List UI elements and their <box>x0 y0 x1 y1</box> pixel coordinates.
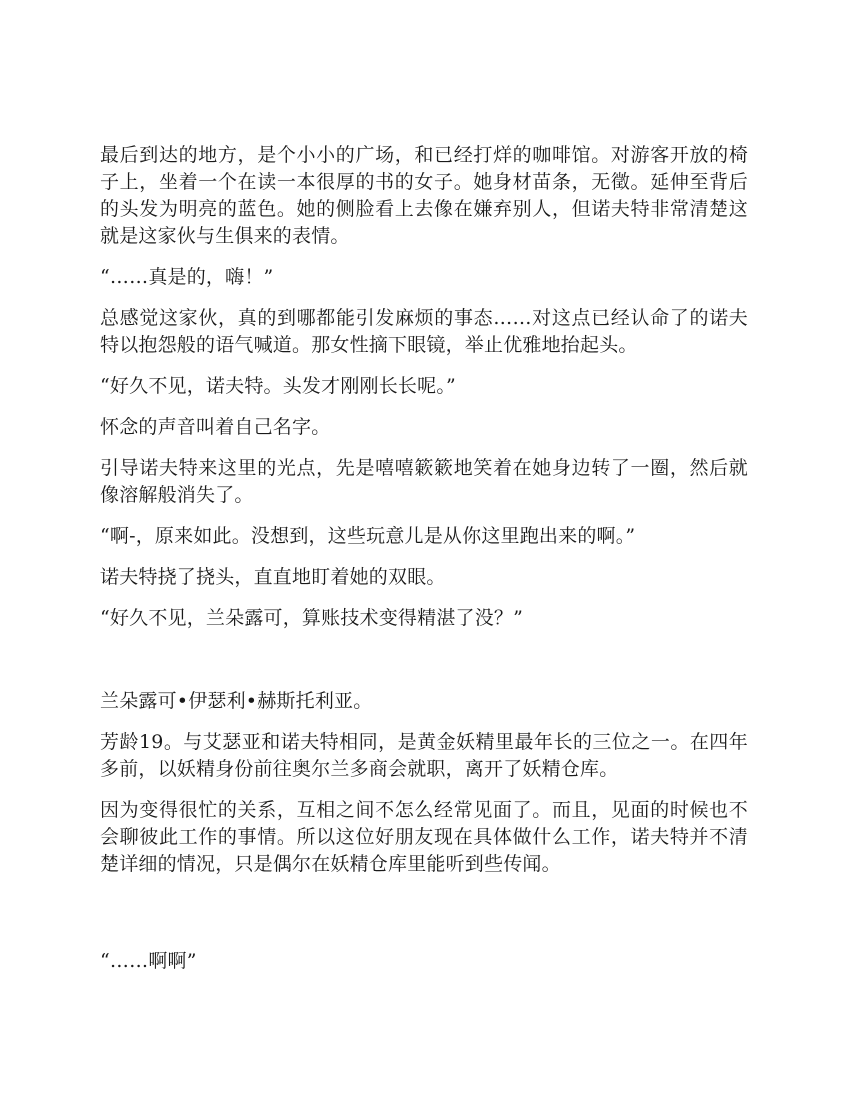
paragraph: “……啊啊” <box>100 950 197 972</box>
paragraph: 总感觉这家伙，真的到哪都能引发麻烦的事态……对这点已经认命了的诺夫特以抱怨般的语气喊道。那女性摘下眼镜，举止优雅地抬起头。 <box>100 307 748 356</box>
paragraph: “……真是的，嗨！” <box>100 266 274 288</box>
document-body <box>100 142 748 989</box>
section-gap <box>100 646 748 688</box>
paragraph: “好久不见，兰朵露可，算账技术变得精湛了没？” <box>100 607 524 629</box>
paragraph: 因为变得很忙的关系，互相之间不怎么经常见面了。而且，见面的时候也不会聊彼此工作的事情。所以这位好朋友现在具体做什么工作，诺夫特并不清楚详细的情况，只是偶尔在妖精仓库里能听到些传闻。 <box>100 799 748 875</box>
section-gap <box>100 892 748 948</box>
paragraph: “啊-，原来如此。没想到，这些玩意儿是从你这里跑出来的啊。” <box>100 525 636 547</box>
paragraph: 怀念的声音叫着自己名字。 <box>100 416 331 438</box>
paragraph: “好久不见，诺夫特。头发才刚刚长长呢。” <box>100 375 456 397</box>
paragraph: 兰朵露可•伊瑟利•赫斯托利亚。 <box>100 690 373 712</box>
paragraph: 诺夫特挠了挠头，直直地盯着她的双眼。 <box>100 566 446 588</box>
paragraph: 芳龄19。与艾瑟亚和诺夫特相同，是黄金妖精里最年长的三位之一。在四年多前，以妖精身份前往奥尔兰多商会就职，离开了妖精仓库。 <box>100 731 748 780</box>
paragraph: 最后到达的地方，是个小小的广场，和已经打烊的咖啡馆。对游客开放的椅子上，坐着一个在读一本很厚的书的女子。她身材苗条，无徵。延伸至背后的头发为明亮的蓝色。她的侧脸看上去像在嫌弃别人，但诺夫特非常清楚这就是这家伙与生俱来的表情。 <box>100 144 748 247</box>
paragraph: 引导诺夫特来这里的光点，先是嘻嘻簌簌地笑着在她身边转了一圈，然后就像溶解般消失了。 <box>100 457 748 506</box>
